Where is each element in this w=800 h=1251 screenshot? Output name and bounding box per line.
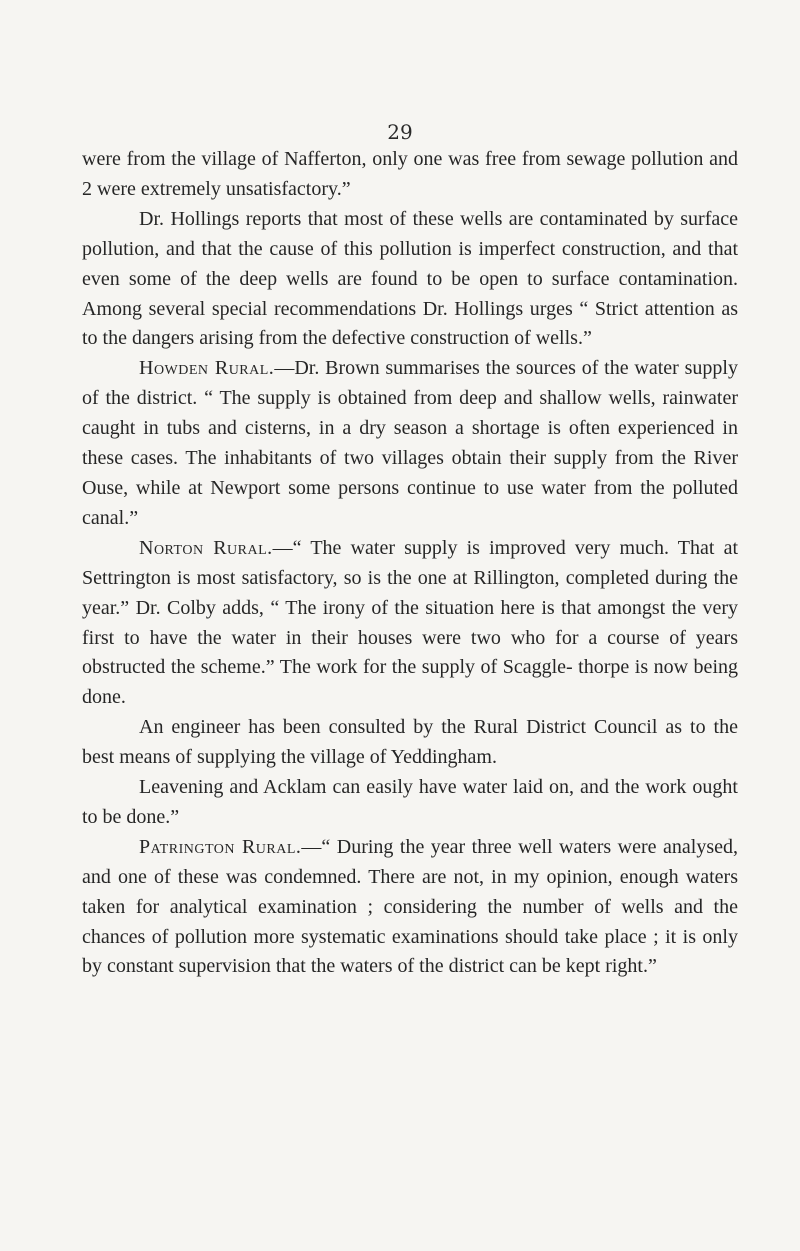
paragraph-howden-rural (82, 354, 738, 533)
paragraph-text: An engineer has been consulted by the Rural District Council as to the best means of supplying the village of Yeddingham. (82, 716, 738, 769)
body-text (82, 145, 738, 982)
paragraph-1 (82, 145, 738, 205)
paragraph-norton-rural (82, 534, 738, 713)
page-number: 29 (387, 120, 413, 144)
paragraph-text: —“ The water supply is improved very much. That at Settrington is most satisfactory, so is the one at Rillington, completed during the year.” Dr. Colby adds, “ The irony of the situation here is that amongst the very first to have the water in their houses were two who for a course of years obstructed the scheme.” The work for the supply of Scaggle- thorpe is now being done. (82, 536, 738, 709)
paragraph-6 (82, 773, 738, 833)
paragraph-2 (82, 205, 738, 355)
paragraph-text: —“ During the year three well waters were analysed, and one of these was condemned. There are not, in my opinion, enough waters taken for analytical examination ; considering the number of wells and the chances of pollution more systematic examinations should take place ; it is only by constant supervision that the waters of the district can be kept right.” (82, 835, 738, 978)
section-heading: Howden Rural. (139, 357, 275, 380)
section-heading: Norton Rural. (139, 536, 273, 559)
paragraph-text: Dr. Hollings reports that most of these wells are contaminated by surface pollution, and that the cause of this pollution is imperfect construction, and that even some of the deep wells are found to be open to surface contamination. Among several special recommendations Dr. Hollings urges “ Strict attention as to the dangers arising from the defective construction of wells.” (82, 207, 738, 350)
paragraph-text: were from the village of Nafferton, only one was free from sewage pollution and 2 were extremely unsatisfactory.” (82, 148, 738, 200)
paragraph-5 (82, 713, 738, 773)
section-heading: Patrington Rural. (139, 835, 302, 858)
paragraph-text: —Dr. Brown summarises the sources of the water supply of the district. “ The supply is obtained from deep and shallow wells, rainwater caught in tubs and cisterns, in a dry season a shortage is often experienced in these cases. The inhabitants of two villages obtain their supply from the River Ouse, while at Newport some persons continue to use water from the polluted canal.” (82, 357, 738, 529)
paragraph-text: Leavening and Acklam can easily have water laid on, and the work ought to be done.” (82, 776, 738, 828)
paragraph-patrington-rural (82, 833, 738, 983)
